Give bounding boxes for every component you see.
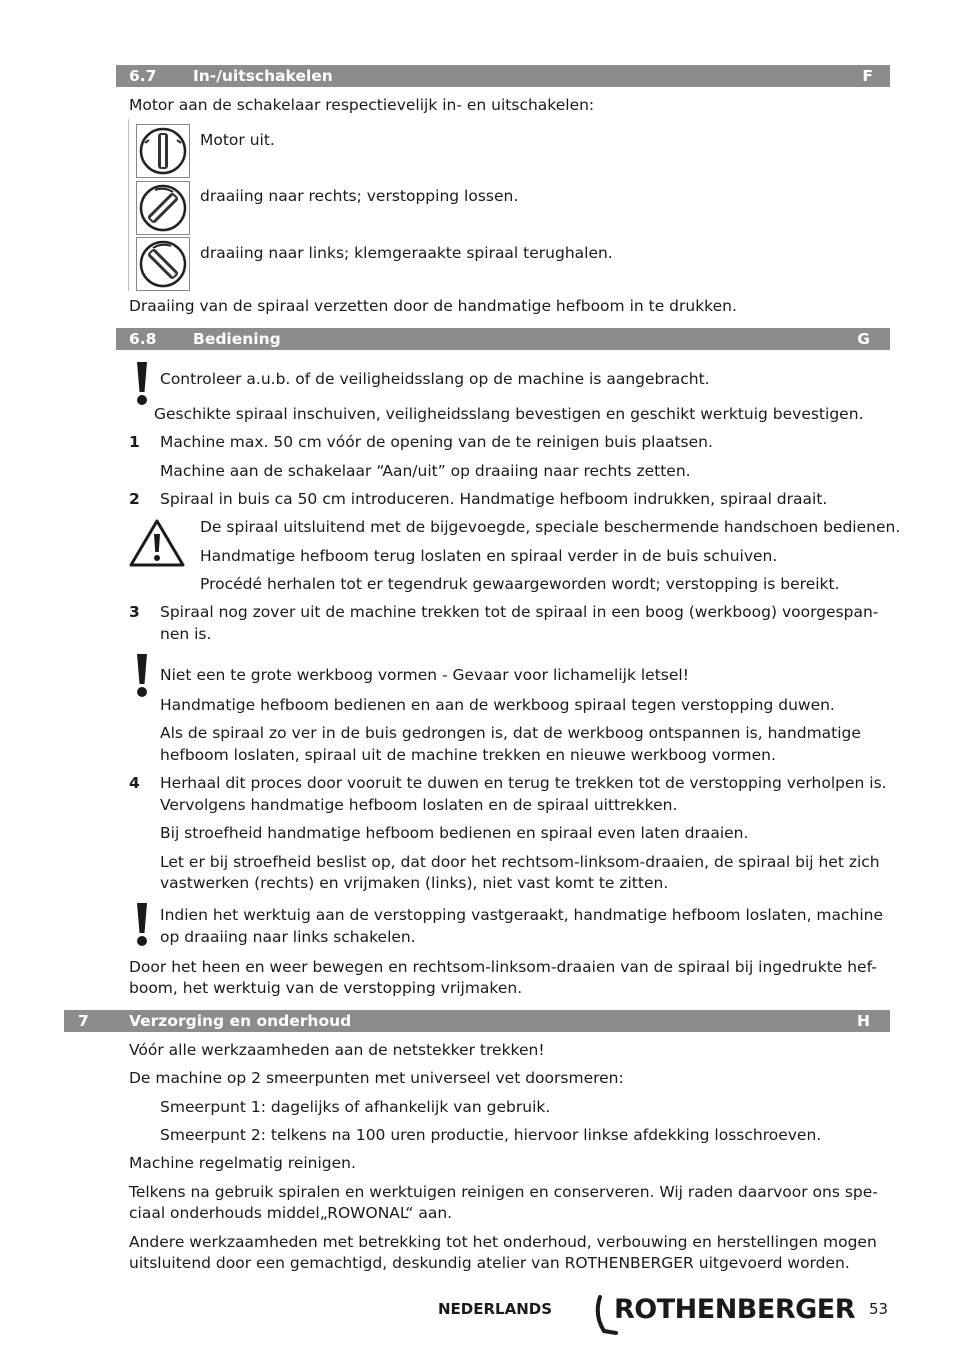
exclamation-icon [135, 652, 149, 698]
note-left-line-2: op draaiing naar links schakelen. [160, 928, 416, 946]
als-text-line-2: hefboom loslaten, spiraal uit de machine trekken en nieuwe werkboog vormen. [160, 746, 776, 764]
reinigen-text: Machine regelmatig reinigen. [129, 1154, 356, 1172]
step-number: 2 [129, 490, 140, 508]
step-4-line-2: Vervolgens handmatige hefboom loslaten en de spiraal uittrekken. [160, 796, 678, 814]
geschikt-text: Geschikte spiraal inschuiven, veiligheidsslang bevestigen en geschikt werktuig bevestigen. [154, 405, 864, 423]
step-3-line-1: Spiraal nog zover uit de machine trekken tot de spiraal in een boog (werkboog) voorgespan- [160, 603, 879, 621]
dial-left-icon [136, 237, 190, 291]
section-header-6-7 [116, 65, 890, 87]
voor-text: Vóór alle werkzaamheden aan de netstekker trekken! [129, 1041, 545, 1059]
section-number: 6.7 [129, 67, 157, 85]
note-safety-hose: Controleer a.u.b. of de veiligheidsslang op de machine is aangebracht. [160, 370, 710, 388]
step-2-text: Spiraal in buis ca 50 cm introduceren. Handmatige hefboom indrukken, spiraal draait. [160, 490, 828, 508]
dial-right-label: draaiing naar rechts; verstopping lossen. [200, 187, 519, 205]
section-number: 6.8 [129, 330, 157, 348]
note-left-line-1: Indien het werktuig aan de verstopping vastgeraakt, handmatige hefboom loslaten, machine [160, 906, 884, 924]
door-text-line-2: boom, het werktuig van de verstopping vrijmaken. [129, 979, 523, 997]
step-3-line-2: nen is. [160, 625, 212, 643]
exclamation-icon [135, 360, 149, 406]
section-title: In-/uitschakelen [193, 67, 333, 85]
step-4-line-1: Herhaal dit proces door vooruit te duwen en terug te trekken tot de verstopping verholpen is. [160, 774, 887, 792]
warning-text-3: Procédé herhalen tot er tegendruk gewaargeworden wordt; verstopping is bereikt. [200, 575, 840, 593]
step-number: 1 [129, 433, 140, 451]
telkens-text-line-2: ciaal onderhouds middel„ROWONAL“ aan. [129, 1204, 453, 1222]
warning-text-1: De spiraal uitsluitend met de bijgevoegde, speciale beschermende handschoen bedienen. [200, 518, 901, 536]
step-1-text-a: Machine max. 50 cm vóór de opening van de te reinigen buis plaatsen. [160, 433, 713, 451]
exclamation-icon [135, 901, 149, 947]
smeerpunt-2-text: Smeerpunt 2: telkens na 100 uren productie, hiervoor linkse afdekking losschroeven. [160, 1126, 822, 1144]
als-text-line-1: Als de spiraal zo ver in de buis gedrongen is, dat de werkboog ontspannen is, handmatige [160, 724, 861, 742]
step-1-text-b: Machine aan de schakelaar “Aan/uit” op draaiing naar rechts zetten. [160, 462, 691, 480]
door-text-line-1: Door het heen en weer bewegen en rechtsom-linksom-draaien van de spiraal bij ingedrukte hef- [129, 958, 877, 976]
smeer-text: De machine op 2 smeerpunten met universeel vet doorsmeren: [129, 1069, 624, 1087]
dial-right-icon [136, 181, 190, 235]
warning-triangle-icon [128, 518, 186, 568]
smeerpunt-1-text: Smeerpunt 1: dagelijks of afhankelijk van gebruik. [160, 1098, 551, 1116]
section-figure-letter: H [857, 1012, 870, 1030]
let-text-line-1: Let er bij stroefheid beslist op, dat door het rechtsom-linksom-draaien, de spiraal bij het zich [160, 853, 880, 871]
warning-text-2: Handmatige hefboom terug loslaten en spiraal verder in de buis schuiven. [200, 547, 778, 565]
stroefheid-text: Bij stroefheid handmatige hefboom bedienen en spiraal even laten draaien. [160, 824, 749, 842]
brand-logo-text: ROTHENBERGER [614, 1294, 856, 1325]
step-number: 4 [129, 774, 140, 792]
footer-language: NEDERLANDS [438, 1300, 553, 1318]
step-number: 3 [129, 603, 140, 621]
dial-left-label: draaiing naar links; klemgeraakte spiraal terughalen. [200, 244, 613, 262]
note-werkboog: Niet een te grote werkboog vormen - Gevaar voor lichamelijk letsel! [160, 666, 689, 684]
hefboom-text: Handmatige hefboom bedienen en aan de werkboog spiraal tegen verstopping duwen. [160, 696, 835, 714]
section-figure-letter: F [862, 67, 873, 85]
section-figure-letter: G [857, 330, 870, 348]
dial-off-label: Motor uit. [200, 131, 275, 149]
andere-text-line-2: uitsluitend door een gemachtigd, deskundig atelier van ROTHENBERGER uitgevoerd worden. [129, 1254, 850, 1272]
motor-intro-text: Motor aan de schakelaar respectievelijk in- en uitschakelen: [129, 96, 595, 114]
section-number: 7 [78, 1012, 89, 1030]
section-title: Bediening [193, 330, 281, 348]
draaiing-text: Draaiing van de spiraal verzetten door de handmatige hefboom in te drukken. [129, 297, 737, 315]
section-header-6-8 [116, 328, 890, 350]
page-number: 53 [869, 1300, 889, 1318]
let-text-line-2: vastwerken (rechts) en vrijmaken (links), niet vast komt te zitten. [160, 874, 669, 892]
section-title: Verzorging en onderhoud [129, 1012, 352, 1030]
telkens-text-line-1: Telkens na gebruik spiralen en werktuigen reinigen en conserveren. Wij raden daarvoor ons spe- [129, 1183, 878, 1201]
dial-off-icon [136, 124, 190, 178]
andere-text-line-1: Andere werkzaamheden met betrekking tot het onderhoud, verbouwing en herstellingen mogen [129, 1233, 877, 1251]
section-header-7 [64, 1010, 890, 1032]
